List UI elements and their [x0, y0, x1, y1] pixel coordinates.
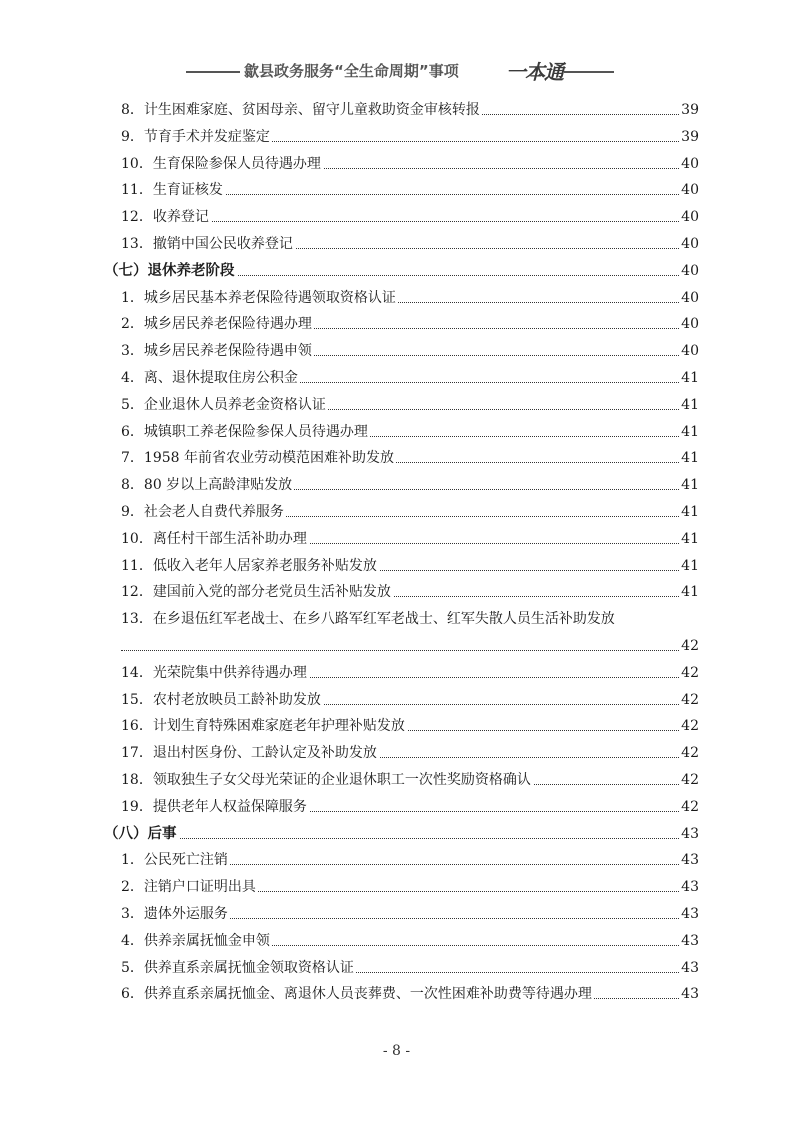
- running-header: [0, 58, 793, 88]
- toc-entry-title: 12．收养登记: [121, 206, 211, 228]
- toc-entry[interactable]: [0, 662, 793, 688]
- toc-page-number: 40: [679, 340, 699, 362]
- toc-entry-title: 5．供养直系亲属抚恤金领取资格认证: [121, 957, 356, 979]
- toc-page-number: 40: [679, 179, 699, 201]
- toc-page-number: 43: [679, 849, 699, 871]
- toc-page-number: 40: [679, 287, 699, 309]
- toc-page-number: 43: [679, 983, 699, 1005]
- toc-entry[interactable]: [0, 313, 793, 339]
- toc-entry-title: 1．城乡居民基本养老保险待遇领取资格认证: [121, 287, 398, 309]
- toc-entry[interactable]: [0, 153, 793, 179]
- toc-page-number: 42: [679, 715, 699, 737]
- toc-page-number: 41: [679, 528, 699, 550]
- toc-entry[interactable]: [0, 876, 793, 902]
- toc-page-number: 41: [679, 367, 699, 389]
- toc-entry[interactable]: [0, 126, 793, 152]
- toc-entry-title: 7．1958 年前省农业劳动模范困难补助发放: [121, 447, 396, 469]
- toc-page-number: 40: [679, 233, 699, 255]
- toc-entry[interactable]: [0, 528, 793, 554]
- toc-entry[interactable]: [0, 957, 793, 983]
- toc-page-number: 42: [679, 689, 699, 711]
- toc-entry-title: 15．农村老放映员工龄补助发放: [121, 689, 323, 711]
- toc-entry-title: 9．节育手术并发症鉴定: [121, 126, 272, 148]
- toc-entry-title: 2．注销户口证明出具: [121, 876, 258, 898]
- toc-entry[interactable]: [0, 99, 793, 125]
- header-logo: 一本通: [506, 60, 563, 84]
- toc-page-number: 41: [679, 447, 699, 469]
- toc-entry[interactable]: [0, 983, 793, 1009]
- toc-page-number: 41: [679, 501, 699, 523]
- toc-page-number: 41: [679, 555, 699, 577]
- toc-entry-title: 10．生育保险参保人员待遇办理: [121, 153, 323, 175]
- toc-page-number: 41: [679, 421, 699, 443]
- toc-page-number: 41: [679, 394, 699, 416]
- toc-page-number: 43: [679, 823, 699, 845]
- toc-page-number: 43: [679, 930, 699, 952]
- toc-page-number: 42: [679, 742, 699, 764]
- toc-section-heading[interactable]: [0, 823, 793, 849]
- toc-entry[interactable]: [0, 903, 793, 929]
- toc-entry[interactable]: [0, 206, 793, 232]
- toc-page-number: 42: [679, 662, 699, 684]
- toc-entry[interactable]: [0, 742, 793, 768]
- toc-entry-title: 19．提供老年人权益保障服务: [121, 796, 309, 818]
- toc-page-number: 43: [679, 957, 699, 979]
- toc-page-number: 39: [679, 99, 699, 121]
- toc-entry[interactable]: [0, 930, 793, 956]
- toc-entry-title: 3．遗体外运服务: [121, 903, 230, 925]
- toc-entry[interactable]: [0, 689, 793, 715]
- toc-page-number: 40: [679, 260, 699, 282]
- toc-page-number: 40: [679, 313, 699, 335]
- toc-entry-title: 8．计生困难家庭、贫困母亲、留守儿童救助资金审核转报: [121, 99, 482, 121]
- toc-entry[interactable]: [0, 796, 793, 822]
- toc-entry-title: 6．供养直系亲属抚恤金、离退休人员丧葬费、一次性困难补助费等待遇办理: [121, 983, 594, 1005]
- toc-entry-title: 18．领取独生子女父母光荣证的企业退休职工一次性奖励资格确认: [121, 769, 533, 791]
- toc-entry[interactable]: [0, 179, 793, 205]
- toc-entry[interactable]: [0, 849, 793, 875]
- header-rule-right: [564, 71, 614, 73]
- toc-entry-title: 13．在乡退伍红军老战士、在乡八路军红军老战士、红军失散人员生活补助发放: [121, 608, 617, 630]
- toc-page-number: 42: [679, 769, 699, 791]
- toc-entry-title: 14．光荣院集中供养待遇办理: [121, 662, 309, 684]
- toc-page-number: 43: [679, 903, 699, 925]
- toc-entry-title: （七）退休养老阶段: [104, 260, 237, 282]
- header-title: 歙县政务服务“全生命周期”事项: [244, 62, 459, 80]
- toc-page-number: 42: [679, 635, 699, 657]
- toc-entry[interactable]: [0, 608, 793, 664]
- toc-page-number: 39: [679, 126, 699, 148]
- toc-entry-title: 10．离任村干部生活补助办理: [121, 528, 309, 550]
- toc-entry-title: 9．社会老人自费代养服务: [121, 501, 286, 523]
- toc-entry[interactable]: [0, 474, 793, 500]
- toc-entry-title: 5．企业退休人员养老金资格认证: [121, 394, 328, 416]
- toc-entry-title: 17．退出村医身份、工龄认定及补助发放: [121, 742, 379, 764]
- toc-page-number: 43: [679, 876, 699, 898]
- toc-entry[interactable]: [0, 769, 793, 795]
- toc-entry-title: 6．城镇职工养老保险参保人员待遇办理: [121, 421, 370, 443]
- toc-entry-title: 4．离、退休提取住房公积金: [121, 367, 300, 389]
- toc-entry[interactable]: [0, 581, 793, 607]
- page-number: - 8 -: [382, 1043, 411, 1059]
- toc-entry-title: 11．生育证核发: [121, 179, 225, 201]
- toc-page-number: 40: [679, 206, 699, 228]
- toc-page-number: 42: [679, 796, 699, 818]
- toc-entry-title: （八）后事: [104, 823, 179, 845]
- toc-entry[interactable]: [0, 340, 793, 366]
- toc-entry[interactable]: [0, 421, 793, 447]
- toc-entry[interactable]: [0, 394, 793, 420]
- toc-entry-title: 3．城乡居民养老保险待遇申领: [121, 340, 314, 362]
- header-rule-left: [186, 71, 240, 73]
- toc-page-number: 41: [679, 581, 699, 603]
- toc-entry-title: 12．建国前入党的部分老党员生活补贴发放: [121, 581, 393, 603]
- toc-entry-title: 8．80 岁以上高龄津贴发放: [121, 474, 294, 496]
- toc-entry[interactable]: [0, 447, 793, 473]
- toc-entry[interactable]: [0, 287, 793, 313]
- dot-leader: [121, 650, 699, 651]
- toc-entry[interactable]: [0, 715, 793, 741]
- dot-leader: [104, 838, 699, 839]
- toc-entry[interactable]: [0, 233, 793, 259]
- toc-entry[interactable]: [0, 501, 793, 527]
- toc-entry[interactable]: [0, 555, 793, 581]
- toc-entry-title: 13．撤销中国公民收养登记: [121, 233, 295, 255]
- toc-section-heading[interactable]: [0, 260, 793, 286]
- toc-entry-title: 11．低收入老年人居家养老服务补贴发放: [121, 555, 379, 577]
- toc-entry[interactable]: [0, 367, 793, 393]
- toc-page-number: 41: [679, 474, 699, 496]
- toc-entry-title: 4．供养亲属抚恤金申领: [121, 930, 272, 952]
- toc-entry-title: 1．公民死亡注销: [121, 849, 230, 871]
- toc-entry-title: 2．城乡居民养老保险待遇办理: [121, 313, 314, 335]
- toc-page-number: 40: [679, 153, 699, 175]
- toc-entry-title: 16．计划生育特殊困难家庭老年护理补贴发放: [121, 715, 407, 737]
